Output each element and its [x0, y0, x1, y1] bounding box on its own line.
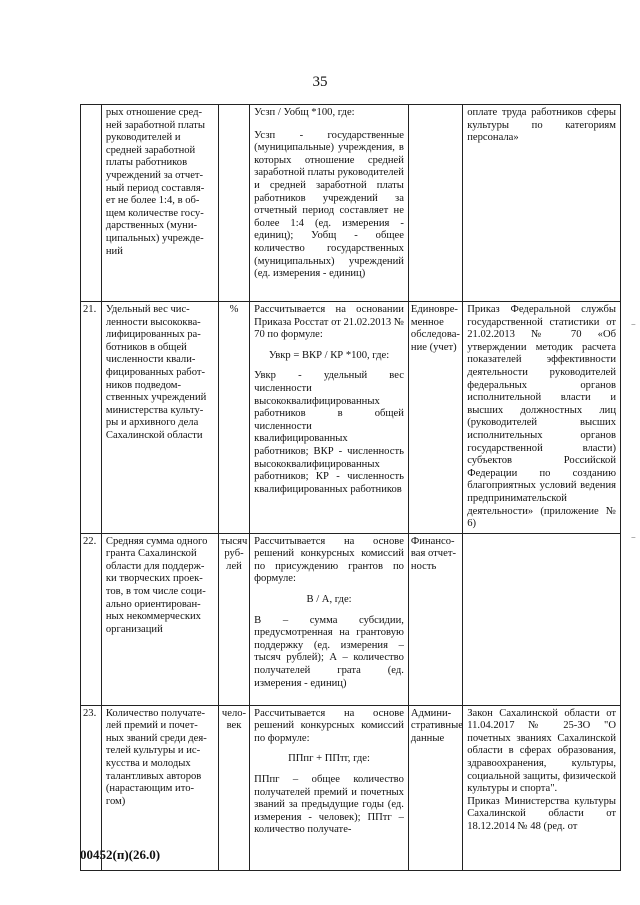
- method-cell: [250, 105, 409, 302]
- cell-line: дарственных (муни-: [105, 220, 198, 232]
- cell-line: ний: [105, 245, 123, 257]
- method-cell: [250, 302, 409, 534]
- margin-mark: ⁻: [630, 322, 636, 333]
- cell-line: Финансо-: [410, 535, 455, 547]
- unit-cell: [218, 705, 249, 870]
- basis-cell: [463, 533, 621, 705]
- cell-line: век: [226, 720, 242, 732]
- basis-text: Приказ Министерства культуры Сахалинской области от 18.12.2014 № 48 (ред. от: [467, 795, 616, 833]
- row-number: [81, 705, 102, 870]
- basis-cell: [463, 705, 621, 870]
- cell-line: лифицированных ра-: [105, 329, 201, 341]
- row-number-text: 21.: [83, 304, 97, 315]
- indicator-cell: [101, 533, 218, 705]
- source-cell: [408, 705, 462, 870]
- method-definitions: Усзп - государственные (муниципальные) учреждения, в которых отношение средней заработной платы руководителей и средней заработной платы работников учреждений за отчетный период составляет не более 1:4 (ед. измерения - единиц); Уобщ - общее количество государственных (муниципальных) учреждений (ед. измерения - единиц): [254, 129, 404, 280]
- row-number: [81, 533, 102, 705]
- cell-line: лей: [226, 560, 242, 572]
- cell-line: тысяч: [220, 535, 248, 547]
- cell-line: ный период составля-: [105, 182, 205, 194]
- method-cell: [250, 705, 409, 870]
- cell-line: стративные: [410, 720, 463, 732]
- cell-line: организаций: [105, 623, 163, 635]
- unit-cell: [218, 105, 249, 302]
- cell-line: ры и архивного дела: [105, 417, 199, 429]
- cell-line: лей премий и почет-: [105, 720, 198, 732]
- cell-line: чело-: [221, 707, 247, 719]
- cell-line: Сахалинской области: [105, 429, 203, 441]
- cell-line: Удельный вес чис-: [105, 304, 190, 315]
- cell-line: щем количестве госу-: [105, 207, 204, 219]
- row-number-text: 23.: [83, 707, 97, 719]
- indicator-cell: [101, 105, 218, 302]
- cell-line: ботников в общей: [105, 341, 187, 353]
- cell-line: учреждений за отчет-: [105, 169, 204, 181]
- cell-line: ность: [410, 560, 437, 572]
- cell-line: фицированных работ-: [105, 366, 206, 378]
- cell-line: гранта Сахалинской: [105, 548, 197, 560]
- basis-text: оплате труда работников сферы культуры по категориям персонала»: [467, 107, 616, 144]
- cell-line: министерства культу-: [105, 404, 204, 416]
- cell-line: %: [229, 304, 239, 315]
- cell-line: области для поддерж-: [105, 560, 205, 572]
- formula: ППпг + ППтг, где:: [288, 753, 370, 765]
- source-cell: [408, 105, 462, 302]
- cell-line: ципальных) учрежде-: [105, 232, 204, 244]
- basis-cell: [463, 302, 621, 534]
- cell-line: ально ориентирован-: [105, 598, 201, 610]
- method-definitions: ППпг – общее количество получателей премий и почетных званий за предыдущие годы (ед. измерения - человек); ППтг – количество получате-: [254, 774, 404, 836]
- cell-line: рых отношение сред-: [105, 107, 203, 118]
- method-definitions: Увкр - удельный вес численности высококвалифицированных работников в общей численности квалифицированных работников; ВКР - численность высококвалифицированных работников; КР - численность квалифицированных работников: [254, 370, 404, 495]
- cell-line: (нарастающим ито-: [105, 783, 195, 795]
- unit-cell: [218, 302, 249, 534]
- cell-line: телей культуры и ис-: [105, 745, 201, 757]
- cell-line: ней заработной платы: [105, 119, 206, 131]
- cell-line: ет не более 1:4, в об-: [105, 195, 200, 207]
- cell-line: ние (учет): [410, 341, 457, 353]
- indicator-cell: [101, 302, 218, 534]
- formula: Увкр = ВКР / КР *100, где:: [268, 349, 390, 361]
- method-definitions: В – сумма субсидии, предусмотренная на грантовую поддержку (ед. измерения – тысяч рублей); А – количество получателей грата (ед. измерения - единиц): [254, 614, 404, 689]
- cell-line: менное: [410, 316, 444, 328]
- cell-line: ников подведом-: [105, 379, 182, 391]
- formula: В / А, где:: [306, 594, 352, 606]
- table-row: [81, 302, 621, 534]
- unit-cell: [218, 533, 249, 705]
- table-row: [81, 705, 621, 870]
- indicators-table: [80, 104, 621, 871]
- cell-line: обследова-: [410, 329, 460, 341]
- basis-text: Закон Сахалинской области от 11.04.2017 № 25-ЗО "О почетных званиях Сахалинской области в сферах образования, здравоохранения, культуры, социальной защиты, физической культуры и спорта".: [467, 707, 616, 795]
- method-text: Рассчитывается на основе решений конкурсных комиссий по присуждению грантов по формуле:: [254, 535, 404, 585]
- cell-line: платы работников: [105, 157, 188, 169]
- table-row: [81, 105, 621, 302]
- cell-line: средней заработной: [105, 144, 196, 156]
- row-number: [81, 302, 102, 534]
- indicator-cell: [101, 705, 218, 870]
- method-text: Усзп / Уобщ *100, где:: [254, 107, 355, 118]
- cell-line: Количество получате-: [105, 707, 206, 719]
- cell-line: руководителей и: [105, 132, 181, 144]
- cell-line: данные: [410, 732, 445, 744]
- document-code: 00452(п)(26.0): [80, 847, 161, 862]
- row-number: [81, 105, 102, 302]
- cell-line: талантливых авторов: [105, 770, 202, 782]
- method-cell: [250, 533, 409, 705]
- basis-text: Приказ Федеральной службы государственной статистики от 21.02.2013 № 70 «Об утверждении методик расчета показателей эффективности деятельности руководителей федеральных органов исполнительной власти и высших должностных лиц (руководителей высших исполнительных органов государственной власти) субъектов Российской Федерации по созданию благоприятных условий ведения предпринимательской деятельности» (приложение № 6): [467, 304, 616, 530]
- cell-line: ственных учреждений: [105, 392, 207, 404]
- margin-mark: ⁻: [630, 535, 636, 546]
- source-cell: [408, 533, 462, 705]
- page-number: 35: [312, 74, 328, 90]
- cell-line: вая отчет-: [410, 548, 456, 560]
- table-row: [81, 533, 621, 705]
- cell-line: ленности высококва-: [105, 316, 201, 328]
- method-text: Рассчитывается на основании Приказа Росстат от 21.02.2013 № 70 по формуле:: [254, 304, 404, 341]
- row-number-text: 22.: [83, 535, 97, 547]
- cell-line: Админи-: [410, 707, 452, 719]
- cell-line: численности квали-: [105, 354, 196, 366]
- method-text: Рассчитывается на основе решений конкурсных комиссий по формуле:: [254, 707, 404, 744]
- cell-line: ки творческих проек-: [105, 573, 203, 585]
- cell-line: тов, в том числе соци-: [105, 586, 206, 598]
- cell-line: ных званий среди дея-: [105, 732, 207, 744]
- cell-line: Единовре-: [410, 304, 458, 315]
- cell-line: ных некоммерческих: [105, 611, 201, 623]
- cell-line: гом): [105, 795, 126, 807]
- cell-line: Средняя сумма одного: [105, 535, 208, 547]
- source-cell: [408, 302, 462, 534]
- cell-line: кусства и молодых: [105, 758, 191, 770]
- basis-cell: [463, 105, 621, 302]
- cell-line: руб-: [224, 548, 244, 560]
